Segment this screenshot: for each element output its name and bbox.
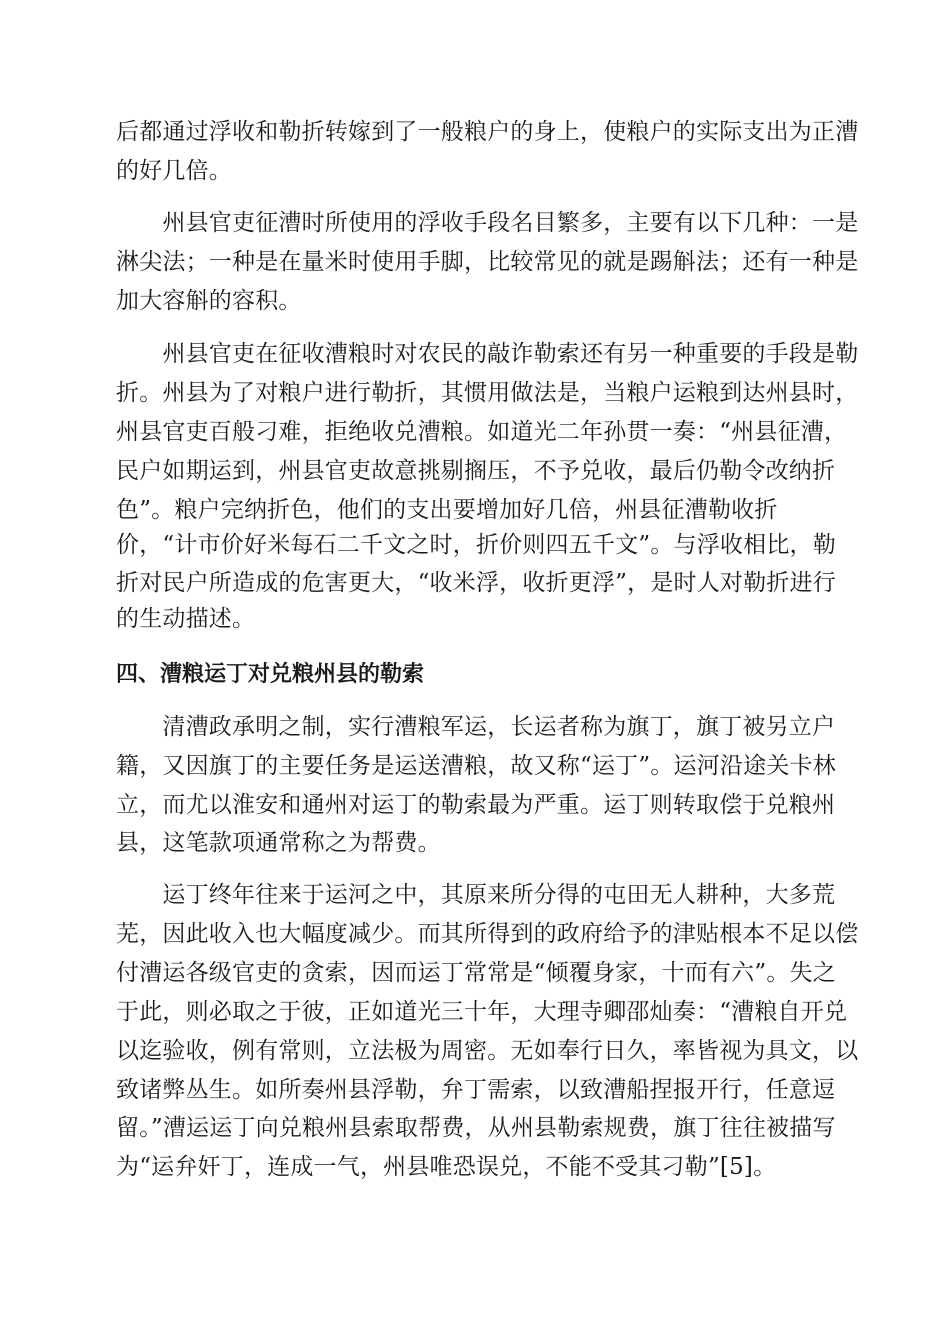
paragraph-3-line-7: 折对民户所造成的危害更大，“收米浮，收折更浮”，是时人对勒折进行 bbox=[116, 570, 836, 596]
section-paragraph-2-line-7: 留。”漕运运丁向兑粮州县索取帮费，从州县勒索规费，旗丁往往被描写 bbox=[116, 1115, 836, 1141]
section-paragraph-2-line-6: 致诸弊丛生。如所奏州县浮勒，弁丁需索，以致漕船捏报开行，任意逗 bbox=[116, 1077, 836, 1103]
paragraph-3-line-6: 价，“计市价好米每石二千文之时，折价则四五千文”。与浮收相比，勒 bbox=[116, 532, 836, 558]
section-paragraph-2-line-3: 付漕运各级官吏的贪索，因而运丁常常是“倾覆身家，十而有六”。失之 bbox=[116, 960, 836, 986]
section-heading: 四、漕粮运丁对兑粮州县的勒索 bbox=[116, 662, 425, 687]
paragraph-3-line-4: 民户如期运到，州县官吏故意挑剔搁压，不予兑收，最后仍勒令改纳折 bbox=[116, 458, 836, 484]
section-paragraph-2-line-5: 以迄验收，例有常则，立法极为周密。无如奉行日久，率皆视为具文，以 bbox=[116, 1038, 859, 1064]
section-paragraph-1-line-1: 清漕政承明之制，实行漕粮军运，长运者称为旗丁，旗丁被另立户 bbox=[116, 714, 836, 740]
section-paragraph-2-line-2: 芜，因此收入也大幅度减少。而其所得到的政府给予的津贴根本不足以偿 bbox=[116, 921, 859, 947]
paragraph-3-line-8: 的生动描述。 bbox=[116, 606, 256, 632]
section-paragraph-2-line-1: 运丁终年往来于运河之中，其原来所分得的屯田无人耕种，大多荒 bbox=[116, 882, 836, 908]
paragraph-3-line-3: 州县官吏百般刁难，拒绝收兑漕粮。如道光二年孙贯一奏：“州县征漕， bbox=[116, 419, 848, 445]
section-paragraph-1-line-3: 立，而尤以淮安和通州对运丁的勒索最为严重。运丁则转取偿于兑粮州 bbox=[116, 792, 836, 818]
paragraph-3-line-1: 州县官吏在征收漕粮时对农民的敲诈勒索还有另一种重要的手段是勒 bbox=[116, 341, 859, 367]
paragraph-2-line-3: 加大容斛的容积。 bbox=[116, 288, 302, 314]
paragraph-3-line-2: 折。州县为了对粮户进行勒折，其惯用做法是，当粮户运粮到达州县时， bbox=[116, 380, 859, 406]
paragraph-3-line-5: 色”。粮户完纳折色，他们的支出要增加好几倍，州县征漕勒收折 bbox=[116, 497, 778, 523]
section-paragraph-2-line-8: 为“运弁奸丁，连成一气，州县唯恐误兑，不能不受其刁勒”[5]。 bbox=[116, 1154, 777, 1180]
section-paragraph-1-line-2: 籍，又因旗丁的主要任务是运送漕粮，故又称“运丁”。运河沿途关卡林 bbox=[116, 753, 836, 779]
section-paragraph-1-line-4: 县，这笔款项通常称之为帮费。 bbox=[116, 830, 441, 856]
paragraph-2-line-1: 州县官吏征漕时所使用的浮收手段名目繁多，主要有以下几种：一是 bbox=[116, 210, 859, 236]
paragraph-2-line-2: 淋尖法；一种是在量米时使用手脚，比较常见的就是踢斛法；还有一种是 bbox=[116, 249, 859, 275]
paragraph-1-line-1: 后都通过浮收和勒折转嫁到了一般粮户的身上，使粮户的实际支出为正漕 bbox=[116, 119, 859, 145]
paragraph-1-line-2: 的好几倍。 bbox=[116, 158, 232, 184]
section-paragraph-2-line-4: 于此，则必取之于彼，正如道光三十年，大理寺卿邵灿奏：“漕粮自开兑 bbox=[116, 999, 848, 1025]
